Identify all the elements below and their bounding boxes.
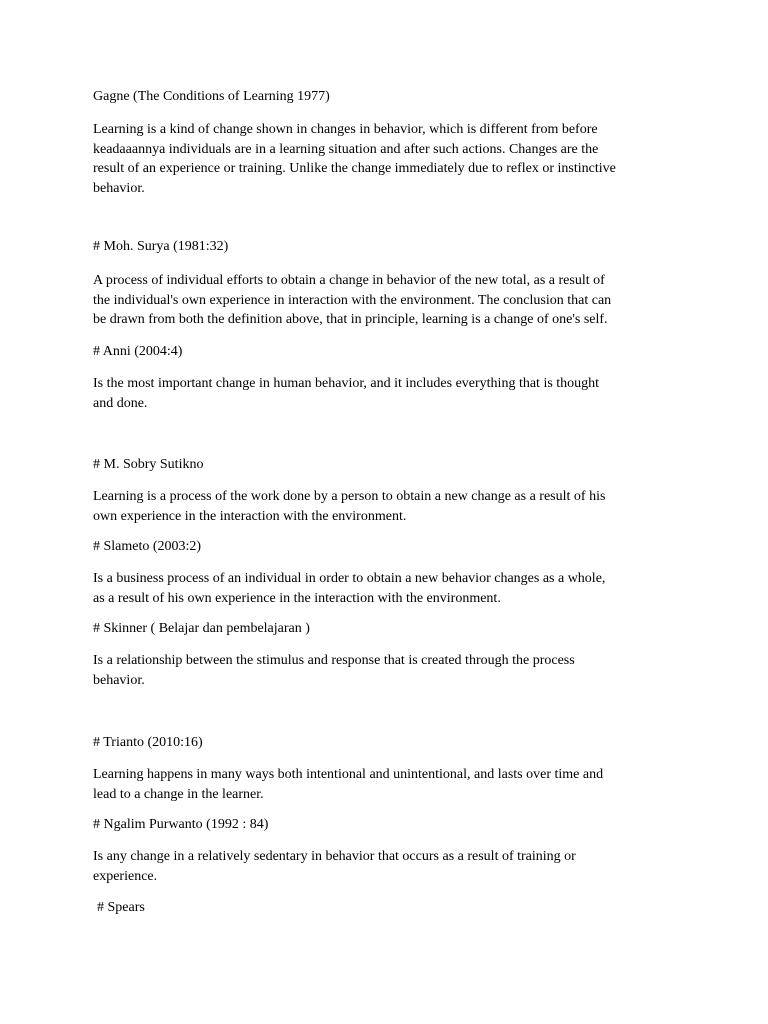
heading-skinner: # Skinner ( Belajar dan pembelajaran ) [93, 621, 310, 636]
paragraph-sutikno-line-1: Learning is a process of the work done by a person to obtain a new change as a result of his [93, 489, 606, 504]
paragraph-surya-line-3: be drawn from both the definition above, that in principle, learning is a change of one's self. [93, 312, 608, 327]
paragraph-surya-line-2: the individual's own experience in interaction with the environment. The conclusion that can [93, 292, 612, 308]
heading-anni: # Anni (2004:4) [93, 344, 183, 359]
paragraph-purwanto-line-1: Is any change in a relatively sedentary in behavior that occurs as a result of training or [93, 849, 576, 864]
heading-surya: # Moh. Surya (1981:32) [93, 239, 229, 254]
paragraph-skinner-line-1: Is a relationship between the stimulus and response that is created through the process [93, 653, 575, 668]
paragraph-skinner-line-2: behavior. [93, 672, 145, 688]
heading-sutikno: # M. Sobry Sutikno [93, 457, 204, 472]
paragraph-trianto-line-1: Learning happens in many ways both intentional and unintentional, and lasts over time and [93, 767, 604, 782]
paragraph-slameto-line-1: Is a business process of an individual in order to obtain a new behavior changes as a whole, [93, 571, 606, 586]
paragraph-trianto-line-2: lead to a change in the learner. [93, 786, 264, 802]
heading-gagne: Gagne (The Conditions of Learning 1977) [93, 89, 330, 104]
paragraph-slameto-line-2: as a result of his own experience in the interaction with the environment. [93, 590, 501, 606]
heading-trianto: # Trianto (2010:16) [93, 735, 203, 750]
paragraph-anni-line-2: and done. [93, 395, 148, 411]
heading-purwanto: # Ngalim Purwanto (1992 : 84) [93, 817, 269, 832]
paragraph-anni-line-1: Is the most important change in human behavior, and it includes everything that is thought [93, 376, 600, 391]
paragraph-gagne-line-4: behavior. [93, 180, 145, 196]
paragraph-surya-line-1: A process of individual efforts to obtain a change in behavior of the new total, as a result of [93, 273, 605, 288]
heading-spears: # Spears [97, 900, 145, 915]
paragraph-gagne-line-1: Learning is a kind of change shown in changes in behavior, which is different from before [93, 122, 598, 137]
paragraph-sutikno-line-2: own experience in the interaction with the environment. [93, 508, 407, 524]
paragraph-purwanto-line-2: experience. [93, 868, 158, 884]
paragraph-gagne-line-2: keadaaannya individuals are in a learning situation and after such actions. Changes are the [93, 141, 599, 157]
paragraph-gagne-line-3: result of an experience or training. Unlike the change immediately due to reflex or instinctive [93, 161, 616, 176]
heading-slameto: # Slameto (2003:2) [93, 539, 202, 554]
